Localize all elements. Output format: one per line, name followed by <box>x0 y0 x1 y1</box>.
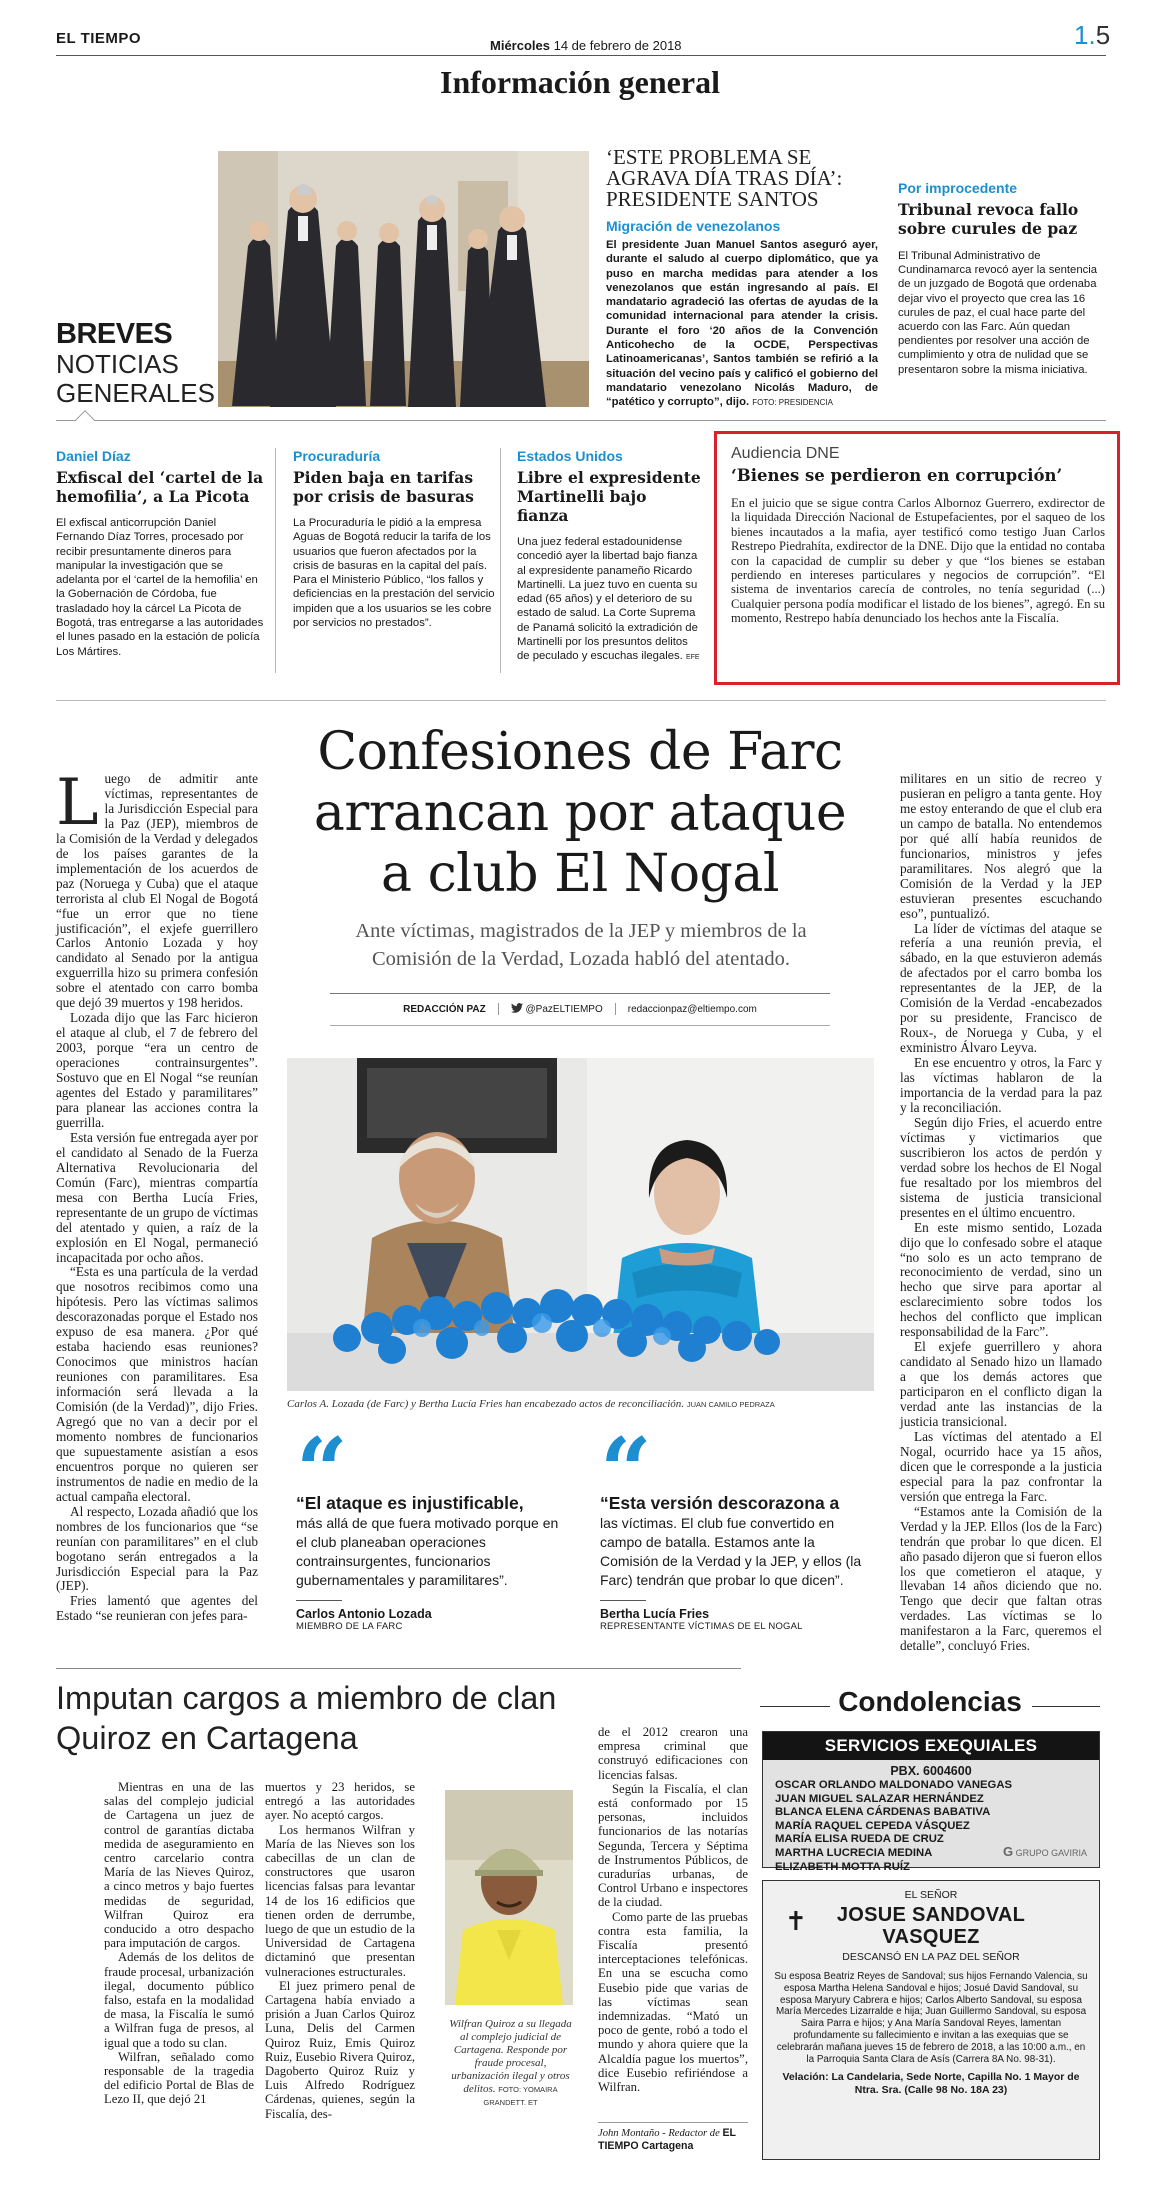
paragraph: En este mismo sentido, Lozada dijo que lo confesado sobre el ataque “no solo es un acto temprano de reconocimiento de verdad, sino un hecho que sirve para aportar al esclarecimiento sobre todos los hechos del conflicto que implican responsabilidad de la Farc”. <box>900 1219 1102 1340</box>
santos-headline: ‘ESTE PROBLEMA SE AGRAVA DÍA TRAS DÍA’: PRESIDENTE SANTOS <box>606 145 843 211</box>
lozada-fries-photo-illustration <box>287 1058 874 1391</box>
obit-velacion: Velación: La Candelaria, Sede Norte, Capilla No. 1 Mayor de Ntra. Sra. (Calle 98 No. 18A 23) <box>782 2071 1080 2096</box>
deceased-name: MARTHA LUCRECIA MEDINA <box>775 1846 933 1859</box>
paragraph: El exjefe guerrillero y ahora candidato al Senado hizo un llamado a que los demás actores que participaron en el conflicto digan la verdad ante las instancias de la justicia transicional. <box>900 1339 1102 1429</box>
section-divider <box>56 700 1106 701</box>
deceased-name: JUAN MIGUEL SALAZAR HERNÁNDEZ <box>775 1792 984 1805</box>
paragraph: Esta versión fue entregada ayer por el candidato al Senado de la Fuerza Alternativa Revolucionaria del Común (Farc), mientras compartía mesa con Bertha Lucía Fries, representante de un grupo de víctimas del atentado y quien, a raíz de la explosión en El Nogal, permaneció incapacitada por ocho años. <box>56 1129 258 1265</box>
servicios-exequiales-ad <box>762 1731 1100 1873</box>
quiroz-photo-caption <box>448 2018 573 2109</box>
quote-fries <box>600 1418 872 1632</box>
paragraph: En ese encuentro y otros, la Farc y las víctimas hablaron de la importancia de la verdad para la paz y la reconciliación. <box>900 1055 1102 1115</box>
brief-headline: Piden baja en tarifas por crisis de basuras <box>293 468 474 506</box>
brief-body: El exfiscal anticorrupción Daniel Fernando Díaz Torres, procesado por recibir presuntamente dineros para manipular la investigación que se adelanta por el ‘cartel de la hemofilia’ en la Gobernación de Córdoba, fue trasladado hoy la cárcel La Picota de Bogotá, tras entregarse a las autoridades el lunes pasado en la estación de policía Los Mártires. <box>56 517 264 658</box>
brief-body <box>517 535 702 666</box>
byline-name: John Montaño <box>598 2128 660 2139</box>
condolencias-title: Condolencias <box>838 1686 1022 1717</box>
audiencia-kicker: Audiencia DNE <box>731 445 840 462</box>
quote-mark-icon: “ <box>296 1418 336 1524</box>
audiencia-headline: ‘Bienes se perdieron en corrupción’ <box>731 466 1063 485</box>
brief-kicker: Estados Unidos <box>517 448 623 464</box>
dropcap: L <box>56 766 99 840</box>
wilfran-quiroz-photo-illustration <box>445 1790 573 2005</box>
obit-label: EL SEÑOR <box>904 1889 958 1901</box>
paragraph: Las víctimas del atentado a El Nogal, ocurrido hace ya 15 años, dicen que le corresponde a la justicia especial para la paz confrontar la versión que entrega la Farc. <box>900 1428 1102 1504</box>
santos-photo <box>218 151 589 407</box>
masthead-rule <box>56 55 1106 56</box>
quote-lozada <box>296 1418 568 1632</box>
quote-lead: “El ataque es injustificable, <box>296 1493 524 1513</box>
byline-twitter-handle: @PazELTIEMPO <box>525 1004 603 1015</box>
page-number <box>1074 20 1110 51</box>
brief-separator <box>275 448 276 673</box>
caption-credit: FOTO: YOMAIRA GRANDETT. ET <box>483 2085 558 2107</box>
caption-text: Carlos A. Lozada (de Farc) y Bertha Lucía Fries han encabezado actos de reconciliación. <box>287 1398 685 1410</box>
byline-paper: EL TIEMPO Cartagena <box>598 2127 736 2152</box>
obit-name-line: JOSUE SANDOVAL <box>836 1904 1026 1926</box>
santos-photo-credit: FOTO: PRESIDENCIA <box>752 398 834 408</box>
quote-mark-icon: “ <box>600 1418 640 1524</box>
main-subhead: Ante víctimas, magistrados de la JEP y miembros de la Comisión de la Verdad, Lozada habló del atentado. <box>355 920 807 970</box>
quiroz-column-1 <box>104 1780 254 2107</box>
quote-text: más allá de que fuera motivado porque en el club planeaban operaciones contrainsurgentes, funcionarios gubernamentales y paramilitares”. <box>296 1515 559 1588</box>
byline-desk: REDACCIÓN PAZ <box>403 1003 486 1015</box>
quote-lead: “Esta versión descorazona a <box>600 1493 840 1513</box>
quote-rule <box>600 1600 646 1601</box>
deceased-name: ELIZABETH MOTTA RUÍZ <box>775 1860 910 1873</box>
brief-body: La Procuraduría le pidió a la empresa Aguas de Bogotá reducir la tarifa de los usuarios que fueron afectados por la crisis de basuras en la capital del país. Para el Ministerio Público, “los fallos y deficiencias en la prestación del servicio impiden que a los usuarios se les cobre por servicios no prestados”. <box>293 517 495 630</box>
issue-date-rest: 14 de febrero de 2018 <box>549 38 682 53</box>
byline-email[interactable]: redaccionpaz@eltiempo.com <box>627 1003 757 1015</box>
gaviria-logo-mark: G <box>1003 1844 1014 1859</box>
obit-name <box>773 1904 1089 1948</box>
breves-notch <box>75 410 95 430</box>
deceased-list <box>763 1779 1099 1874</box>
tribunal-body: El Tribunal Administrativo de Cundinamarca revocó ayer la sentencia de un juzgado de Bogotá que ordenaba dejar vivo el proyecto que crea las 16 curules de paz, el cual hace parte del acuerdo con las Farc. Aún quedan pendientes por resolver una acción de cumplimiento y otra de nulidad que se presentaron sobre la misma iniciativa. <box>898 250 1098 376</box>
paragraph: Como parte de las pruebas contra esta familia, la Fiscalía presentó interceptaciones telefónicas. En una se escucha como Eusebio pide que varias de las víctimas sean indemnizadas. “Mató un poco de gente, robó a todo el mundo y ahora quiere que la Alcaldía pague los muertos”, dice Eusebio refiriéndose a Wilfran. <box>598 1909 748 2095</box>
byline-role: - Redactor de <box>659 2128 723 2139</box>
brief-kicker: Procuraduría <box>293 448 381 464</box>
gaviria-logo-text: GRUPO GAVIRIA <box>1015 1848 1087 1858</box>
quiroz-headline: Imputan cargos a miembro de clan Quiroz en Cartagena <box>56 1680 557 1756</box>
quote-text: las víctimas. El club fue convertido en campo de batalla. Estamos ante la Comisión de la Verdad y la JEP, y ellos (la Farc) tendrán que probar lo que dicen”. <box>600 1515 862 1588</box>
byline-twitter[interactable] <box>511 1003 603 1015</box>
servicios-title: SERVICIOS EXEQUIALES <box>763 1732 1099 1760</box>
servicios-phone: PBX. 6004600 <box>890 1764 972 1778</box>
paragraph: Además de los delitos de fraude procesal, urbanización ilegal, documento público falso, estafa en la modalidad de masa, la Fiscalía le sumó a Wilfran fuga de presos, al igual que a todo su clan. <box>104 1950 254 2050</box>
lozada-photo-caption <box>287 1398 877 1410</box>
section-title: Información general <box>440 64 720 100</box>
paragraph: “Estamos ante la Comisión de la Verdad y la JEP. Ellos (los de la Farc) tendrán que probar lo que dicen. El año pasado dijeron que si fueron ellos los que cometieron el ataque, y llevaban 14 años diciendo que no. Tengo que decir que faltan otras verdades. Las víctimas se lo manifestaron a la Farc, queremos el detalle”, concluyó Fries. <box>900 1503 1102 1654</box>
paragraph: “Esta es una partícula de la verdad que nosotros recibimos como una hipótesis. Pero las víctimas salimos descorazonadas porque el Estado nos expuso de esa manera. ¿Por qué estaba haciendo esas reuniones? Conocimos que ministros hacían reuniones con paramilitares. Esa información será llevada a la Comisión (de la Verdad)”, dijo Fries. Agregó que no van a decir por el momento nombres de funcionarios que supuestamente asistían a esos encuentros porque no quieren ser instrumentos de nadie en medio de la actual campaña electoral. <box>56 1264 258 1504</box>
paragraph: La líder de víctimas del ataque se refería a una reunión previa, el sábado, en la que estuvieron además de afectados por el carro bomba los representantes de la JEP, de la Comisión de la Verdad -encabezados por su presidente, Francisco de Roux-, de Noruega y Cuba, y el exministro Álvaro Leyva. <box>900 920 1102 1056</box>
quiroz-column-3 <box>598 1725 748 2094</box>
deceased-name: OSCAR ORLANDO MALDONADO VANEGAS <box>775 1779 1013 1791</box>
brief-diaz <box>56 448 266 659</box>
obit-name-line: VASQUEZ <box>882 1926 980 1948</box>
brief-kicker: Daniel Díaz <box>56 448 131 464</box>
paragraph: Los hermanos Wilfran y María de las Nieves son los cabecillas de un clan de constructores que usaron licencias falsas para levantar 14 de los 16 edificios que tienen orden de derrumbe, luego de que un estudio de la Universidad de Cartagena dictaminó que presentan vulneraciones estructurales. <box>265 1822 415 1979</box>
main-story-right-column <box>900 772 1102 1654</box>
grupo-gaviria-logo <box>1003 1844 1087 1859</box>
quote-author: Carlos Antonio Lozada <box>296 1607 432 1621</box>
paragraph: de el 2012 crearon una empresa criminal que construyó edificaciones con licencias falsas. <box>598 1725 748 1782</box>
brief-headline: Libre el expresidente Martinelli bajo fianza <box>517 468 701 525</box>
paragraph: Wilfran, señalado como responsable de la tragedia del edificio Portal de Blas de Lezo II, que dejó 21 <box>104 2049 254 2107</box>
caption-credit: JUAN CAMILO PEDRAZA <box>686 1400 775 1409</box>
breves-title: BREVES <box>56 318 173 350</box>
paragraph: militares en un sitio de recreo y pusieran en peligro a tanta gente. Hoy me estoy enterando de que el club era un campo de batalla. No entendemos por qué allí había reunidos de funcionarios, ministros y jefes paramilitares. Nos alegró que la Comisión de la Verdad y la JEP estuvieran presentes escuchando eso”, puntualizó. <box>900 771 1102 921</box>
tribunal-kicker: Por improcedente <box>898 180 1018 196</box>
paragraph: muertos y 23 heridos, se entregó a las autoridades ayer. No aceptó cargos. <box>265 1780 415 1823</box>
quote-author-role: MIEMBRO DE LA FARC <box>296 1621 403 1632</box>
brief-body-text: Una juez federal estadounidense concedió ayer la libertad bajo fianza al expresidente panameño Ricardo Martinelli. La juez tuvo en cuenta su edad (65 años) y el deterioro de su estado de salud. La Corte Suprema de Panamá solicitó la extradición de Martinelli por los presuntos delitos de peculado y escuchas ilegales. <box>517 536 698 663</box>
paragraph: Al respecto, Lozada añadió que los nombres de los funcionarios que “se reunían con paramilitares” en el club bogotano serán entregados a la Jurisdicción Especial para la Paz (JEP). <box>56 1503 258 1594</box>
cross-icon: ✝ <box>785 1907 807 1937</box>
quiroz-rule <box>56 1668 741 1669</box>
paragraph: Lozada dijo que las Farc hicieron el ataque al club, el 7 de febrero del 2003, porque “era un centro de operaciones contrainsurgentes”. Sostuvo que en El Nogal “se reunían agentes del Estado y paramilitares” para planear las acciones contra la guerrilla. <box>56 1010 258 1130</box>
paragraph: El juez primero penal de Cartagena había enviado a prisión a Juan Carlos Quiroz Luna, Delis del Carmen Quiroz Ruiz, Emis Quiroz Ruiz, Eusebio Rivera Quiroz, Dagoberto Quiroz Ruiz y Luis Alfredo Rodríguez Cárdenas, quienes, según la Fiscalía, des- <box>265 1978 415 2121</box>
santos-body-text: El presidente Juan Manuel Santos aseguró ayer, durante el saludo al cuerpo diplomático, que ya puso en marcha medidas para atender a los venezolanos que están ingresando al país. El mandatario agradeció las ofertas de ayudas de la comunidad internacional para atender la crisis. Durante el foro ‘20 años de la Convención Anticohecho de la OCDE, Perspectivas Latinoamericanas’, Santos también se refirió a la situación del vecino país y calificó el gobierno del mandatario venezolano Nicolás Maduro, de “patético y corrupto”, dijo. <box>606 239 878 409</box>
quote-author-role: REPRESENTANTE VÍCTIMAS DE EL NOGAL <box>600 1621 803 1632</box>
main-headline: Confesiones de Farc arrancan por ataque a club El Nogal <box>313 722 847 904</box>
byline-rule <box>330 1025 830 1026</box>
quiroz-column-2 <box>265 1780 415 2121</box>
santos-body <box>606 238 878 411</box>
twitter-icon <box>511 1003 523 1013</box>
breves-rule <box>56 420 1106 421</box>
quiroz-byline <box>598 2122 748 2153</box>
byline-separator <box>615 1003 616 1015</box>
paragraph: Según la Fiscalía, el clan está conformado por 15 personas, incluidos funcionarios de las notarías Segunda, Tercera y Séptima de Instrumentos Públicos, de curadurías urbanas, de Control Urbano e inspectores de la ciudad. <box>598 1781 748 1910</box>
brief-martinelli <box>517 448 702 666</box>
santos-photo-illustration <box>218 151 589 407</box>
paragraph: Mientras en una de las salas del complejo judicial de Cartagena un juez de control de garantías dictaba medida de aseguramiento en centro carcelario contra María de las Nieves Quiroz, a cinco metros y bajo fuertes medidas de seguridad, Wilfran Quiroz era conducido a otro despacho para imputación de cargos. <box>104 1780 254 1951</box>
brief-headline: Exfiscal del ‘cartel de la hemofilia’, a La Picota <box>56 468 264 506</box>
audiencia-body: En el juicio que se sigue contra Carlos Albornoz Guerrero, exdirector de la liquidada Dirección Nacional de Estupefacientes, por el saqueo de los bienes incautados a la mafia, ayer testificó como testigo Juan Carlos Restrepo Piedrahíta, exdirector de la DNE. Dijo que la entidad no contaba con la capacidad de cumplir su deber y que “los bienes se estaban perdiendo en intereses particulares y negocios de corrupción”. “El sistema de inventarios carecía de controles, no tenía seguridad (...) Cualquier persona podía modificar el listado de los bienes”, agregó. En su momento, Restrepo había denunciado los hechos ante la Fiscalía. <box>731 496 1105 626</box>
obituary-notice <box>762 1880 1100 2160</box>
paragraph: Según dijo Fries, el acuerdo entre víctimas y victimarios que suscribieron los actos de perdón y verdad sobre los hechos de El Nogal fue resaltado por los miembros del sistema de justicia transicional presentes en el último encuentro. <box>900 1114 1102 1220</box>
obit-text: Su esposa Beatriz Reyes de Sandoval; sus hijos Fernando Valencia, su esposa Martha Helena Sandoval e hijos; Josué David Sandoval, su esposa Maryury Cabrera e hijos; Carlos Alberto Sandoval, su esposa María Mercedes Lizarralde e hija; Juan Guillermo Sandoval, su esposa Saira Parra e hijos; y Ana María Sandoval Reyes, lamentan profundamente su fallecimiento e invitan a las exequias que se celebrarán mañana jueves 15 de febrero de 2018, a las 10:00 a.m., en la Parroquia Santa Clara de Asís (Carrera 8A No. 98-31). <box>774 1971 1088 2065</box>
tribunal-headline: Tribunal revoca fallo sobre curules de paz <box>898 200 1079 238</box>
obit-subtitle: DESCANSÓ EN LA PAZ DEL SEÑOR <box>842 1951 1020 1963</box>
issue-date <box>490 38 682 53</box>
audiencia-highlight-box <box>714 431 1120 685</box>
page-number-suffix: 5 <box>1095 20 1111 50</box>
brief-procuraduria <box>293 448 503 630</box>
deceased-name: MARÍA ELISA RUEDA DE CRUZ <box>775 1833 944 1846</box>
byline-rule <box>330 993 830 994</box>
quote-author: Bertha Lucía Fries <box>600 1607 710 1621</box>
paragraph: uego de admitir ante víctimas, representantes de la Jurisdicción Especial para la Paz (JEP), miembros de la Comisión de la Verdad y delegados de los países garantes de la implementación de los acuerdos de paz (Noruega y Cuba) que el ataque terrorista al club El Nogal de Bogotá “fue un error que no tiene justificación”, el exjefe guerrillero Carlos Antonio Lozada y hoy candidato al Senado por la antigua exguerrilla hizo su primera confesión sobre el atentado con carro bomba que dejó 39 muertos y 198 heridos. <box>56 771 258 1011</box>
caption-text: Wilfran Quiroz a su llegada al complejo judicial de Cartagena. Responde por fraude procesal, urbanización ilegal y otros delitos. <box>449 2018 572 2095</box>
deceased-name: BLANCA ELENA CÁRDENAS BABATIVA <box>775 1806 991 1819</box>
deceased-name: MARÍA RAQUEL CEPEDA VÁSQUEZ <box>775 1819 970 1832</box>
santos-kicker: Migración de venezolanos <box>606 218 781 234</box>
breves-subtitle: NOTICIAS GENERALES <box>56 349 215 408</box>
newspaper-logo: EL TIEMPO <box>56 30 142 47</box>
main-byline <box>330 1003 830 1015</box>
wilfran-quiroz-photo <box>445 1790 573 2005</box>
main-story-left-column <box>56 766 258 1624</box>
brief-credit: EFE <box>685 654 700 662</box>
page-number-prefix: 1. <box>1074 20 1096 50</box>
lozada-fries-photo <box>287 1058 874 1391</box>
byline-separator <box>498 1003 499 1015</box>
quote-rule <box>296 1600 342 1601</box>
paragraph: Fries lamentó que agentes del Estado “se reunieran con jefes para- <box>56 1593 258 1624</box>
brief-separator <box>500 448 501 673</box>
issue-date-day: Miércoles <box>490 38 550 53</box>
